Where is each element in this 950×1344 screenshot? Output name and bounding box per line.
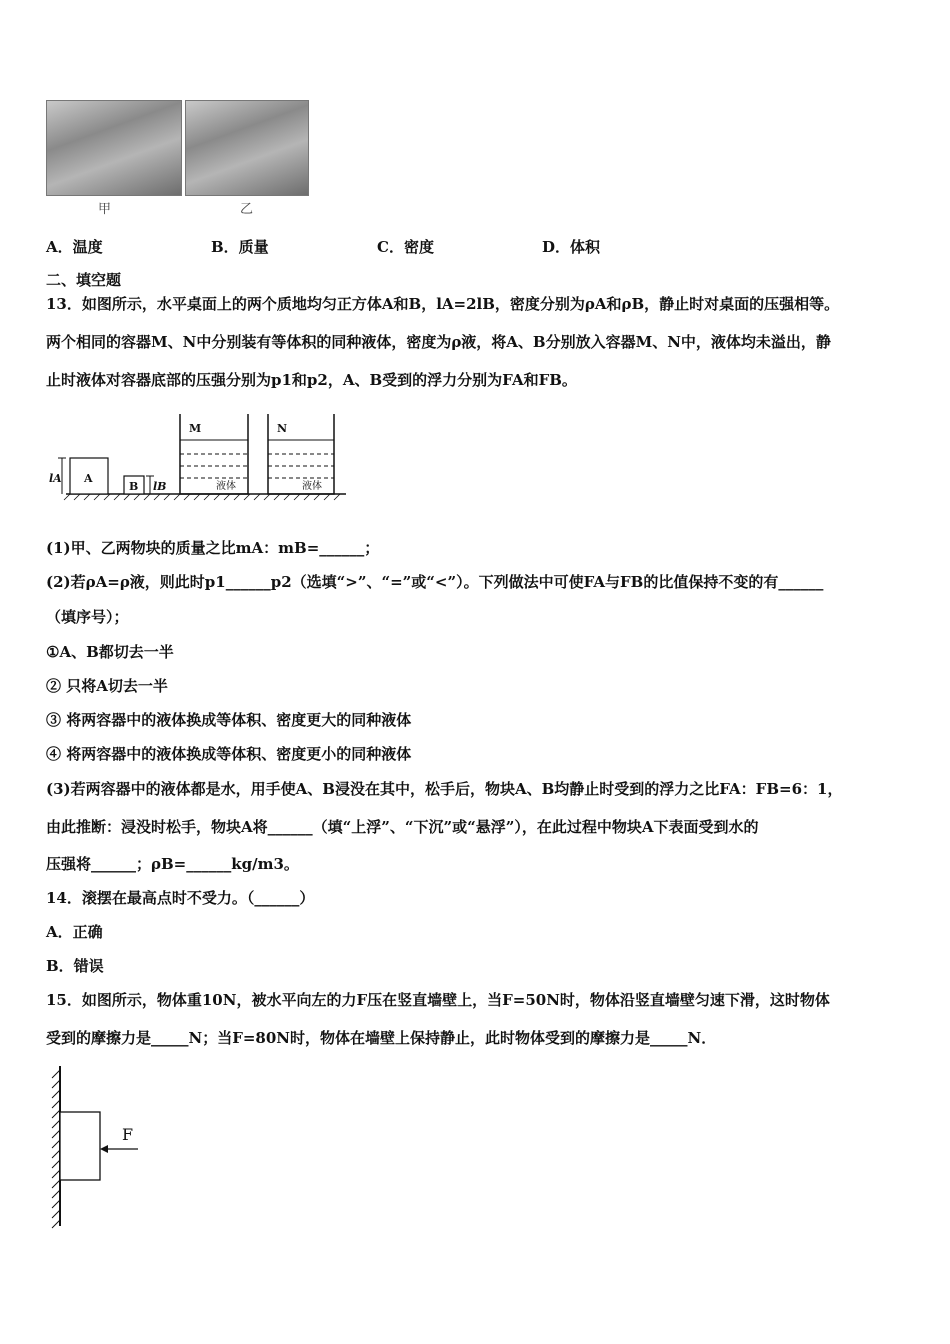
q13-sub3-line2: 由此推断：浸没时松手，物块A将______（填“上浮”、“下沉”或“悬浮”），在此过程中物块A下表面受到水的 bbox=[46, 818, 759, 836]
liquid-n-label: 液体 bbox=[302, 481, 322, 492]
label-lb: lB bbox=[153, 480, 167, 493]
q12-option-d: D．体积 bbox=[542, 238, 601, 256]
q13-figure bbox=[46, 410, 352, 502]
q15-stem-line1: 15．如图所示，物体重10N，被水平向左的力F压在竖直墙壁上，当F=50N时，物体沿竖直墙壁匀速下滑，这时物体 bbox=[46, 991, 830, 1009]
q13-sub3-line1: (3)若两容器中的液体都是水，用手使A、B浸没在其中，松手后，物块A、B均静止时受到的浮力之比FA：FB=6：1， bbox=[46, 780, 843, 798]
label-la: lA bbox=[49, 472, 62, 485]
label-m: M bbox=[189, 422, 202, 435]
q14-stem: 14．滚摆在最高点时不受力。（______） bbox=[46, 889, 315, 907]
q12-option-c: C．密度 bbox=[377, 238, 434, 256]
q13-choice3: ③ 将两容器中的液体换成等体积、密度更大的同种液体 bbox=[46, 711, 412, 729]
q13-stem-line1: 13．如图所示，水平桌面上的两个质地均匀正方体A和B，lA=2lB，密度分别为ρA和ρB，静止时对桌面的压强相等。 bbox=[46, 295, 840, 313]
q15-stem-line2: 受到的摩擦力是_____N；当F=80N时，物体在墙壁上保持静止，此时物体受到的摩擦力是_____N． bbox=[46, 1029, 717, 1047]
q13-sub1: (1)甲、乙两物块的质量之比mA：mB=______； bbox=[46, 539, 380, 557]
force-label: F bbox=[122, 1125, 134, 1144]
q13-choice4: ④ 将两容器中的液体换成等体积、密度更小的同种液体 bbox=[46, 745, 412, 763]
q12-option-a: A．温度 bbox=[46, 238, 103, 256]
q13-sub3-line3: 压强将______；ρB=______kg/m3。 bbox=[46, 855, 299, 873]
caption-jia: 甲 bbox=[98, 202, 112, 217]
q13-choice2: ② 只将A切去一半 bbox=[46, 677, 168, 695]
q13-stem-line3: 止时液体对容器底部的压强分别为p1和p2，A、B受到的浮力分别为FA和FB。 bbox=[46, 371, 577, 389]
q13-sub2-line1: (2)若ρA=ρ液，则此时p1______p2（选填“>”、“=”或“<”）。下列做法中可使FA与FB的比值保持不变的有______ bbox=[46, 573, 824, 591]
q14-option-b: B．错误 bbox=[46, 957, 104, 975]
label-b: B bbox=[129, 480, 139, 493]
q13-stem-line2: 两个相同的容器M、N中分别装有等体积的同种液体，密度为ρ液，将A、B分别放入容器M、N中，液体均未溢出，静 bbox=[46, 333, 831, 351]
section-title: 二、填空题 bbox=[46, 271, 122, 289]
q13-sub2-line2: （填序号）； bbox=[46, 608, 129, 626]
photo-jia bbox=[46, 100, 182, 196]
q12-option-b: B．质量 bbox=[211, 238, 269, 256]
q14-option-a: A．正确 bbox=[46, 923, 103, 941]
photo-yi bbox=[185, 100, 309, 196]
q15-figure bbox=[40, 1064, 160, 1230]
q15-block bbox=[60, 1112, 100, 1180]
label-n: N bbox=[277, 422, 288, 435]
label-a: A bbox=[84, 472, 93, 485]
q13-choice1: ①A、B都切去一半 bbox=[46, 643, 174, 661]
liquid-m-label: 液体 bbox=[216, 481, 236, 492]
caption-yi: 乙 bbox=[240, 202, 254, 217]
